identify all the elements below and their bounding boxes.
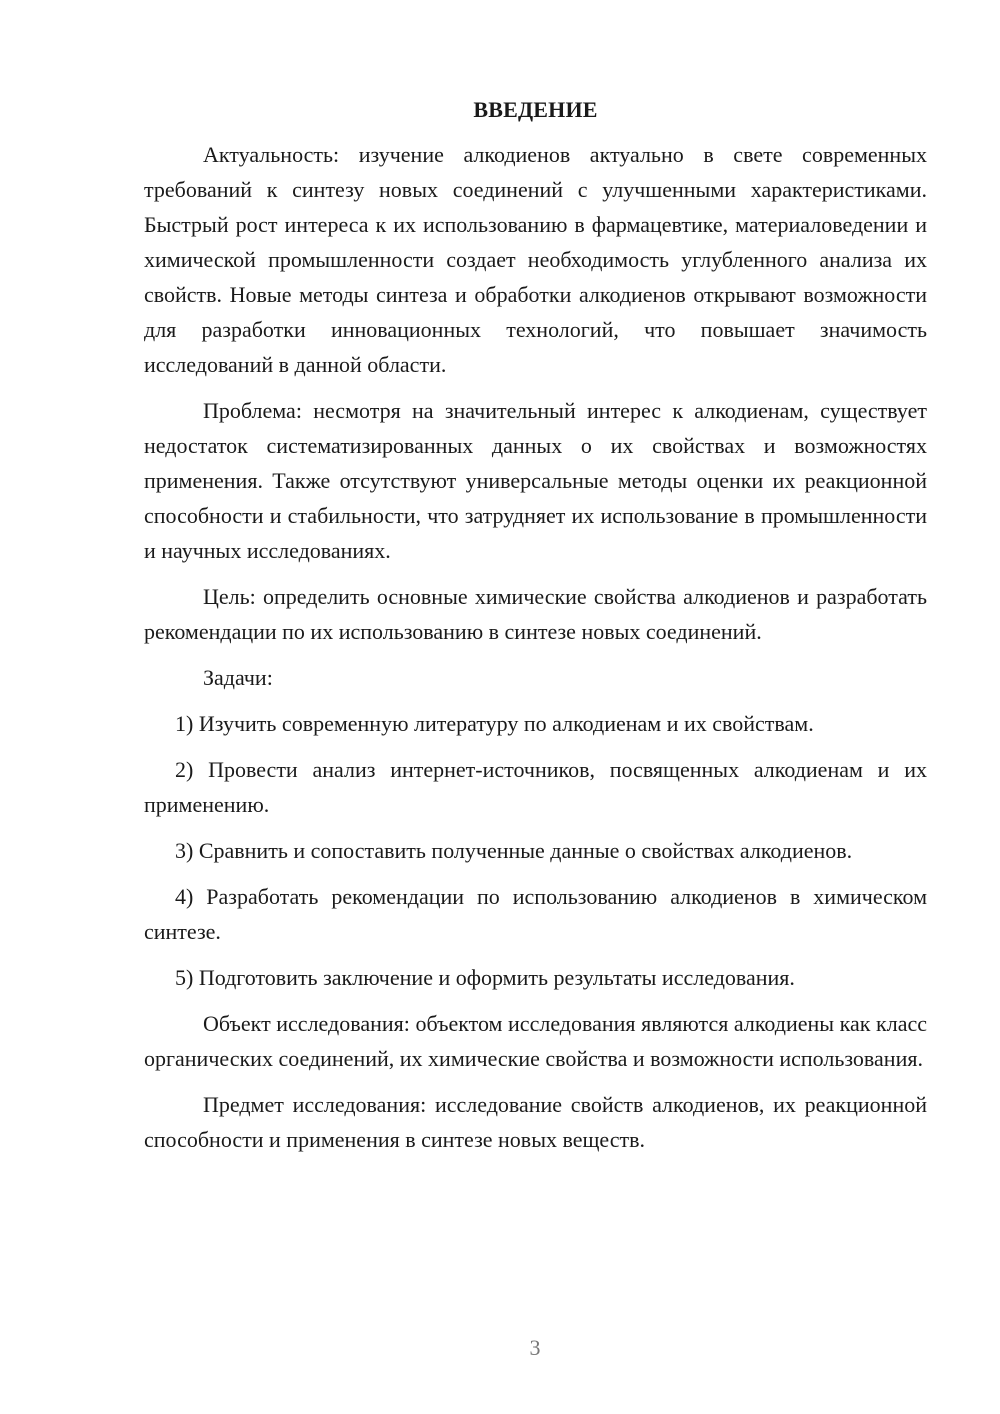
- paragraph-tasks-heading: Задачи:: [203, 665, 273, 690]
- task-item-1: 1) Изучить современную литературу по алкодиенам и их свойствам.: [175, 711, 814, 736]
- paragraph-problem: Проблема: несмотря на значительный интерес к алкодиенам, существует недостаток систематизированных данных о их свойствах и возможностях применения. Также отсутствуют универсальные методы оценки их реакционной способности и стабильности, что затрудняет их использование в промышленности и научных исследованиях.: [144, 398, 927, 563]
- paragraph-relevance: Актуальность: изучение алкодиенов актуально в свете современных требований к синтезу новых соединений с улучшенными характеристиками. Быстрый рост интереса к их использованию в фармацевтике, материаловедении и химической промышленности создает необходимость углубленного анализа их свойств. Новые методы синтеза и обработки алкодиенов открывают возможности для разработки инновационных технологий, что повышает значимость исследований в данной области.: [144, 142, 927, 377]
- task-item-3: 3) Сравнить и сопоставить полученные данные о свойствах алкодиенов.: [175, 838, 853, 863]
- paragraph-subject: Предмет исследования: исследование свойств алкодиенов, их реакционной способности и применения в синтезе новых веществ.: [144, 1092, 927, 1152]
- task-item-2: 2) Провести анализ интернет-источников, посвященных алкодиенам и их применению.: [144, 757, 927, 817]
- paragraph-object: Объект исследования: объектом исследования являются алкодиены как класс органических соединений, их химические свойства и возможности использования.: [144, 1011, 927, 1071]
- task-item-5: 5) Подготовить заключение и оформить результаты исследования.: [175, 965, 795, 990]
- section-title: ВВЕДЕНИЕ: [473, 97, 598, 122]
- document-body: [144, 92, 927, 1168]
- paragraph-goal: Цель: определить основные химические свойства алкодиенов и разработать рекомендации по их использованию в синтезе новых соединений.: [144, 584, 927, 644]
- task-item-4: 4) Разработать рекомендации по использованию алкодиенов в химическом синтезе.: [144, 884, 927, 944]
- page-number: 3: [529, 1335, 541, 1360]
